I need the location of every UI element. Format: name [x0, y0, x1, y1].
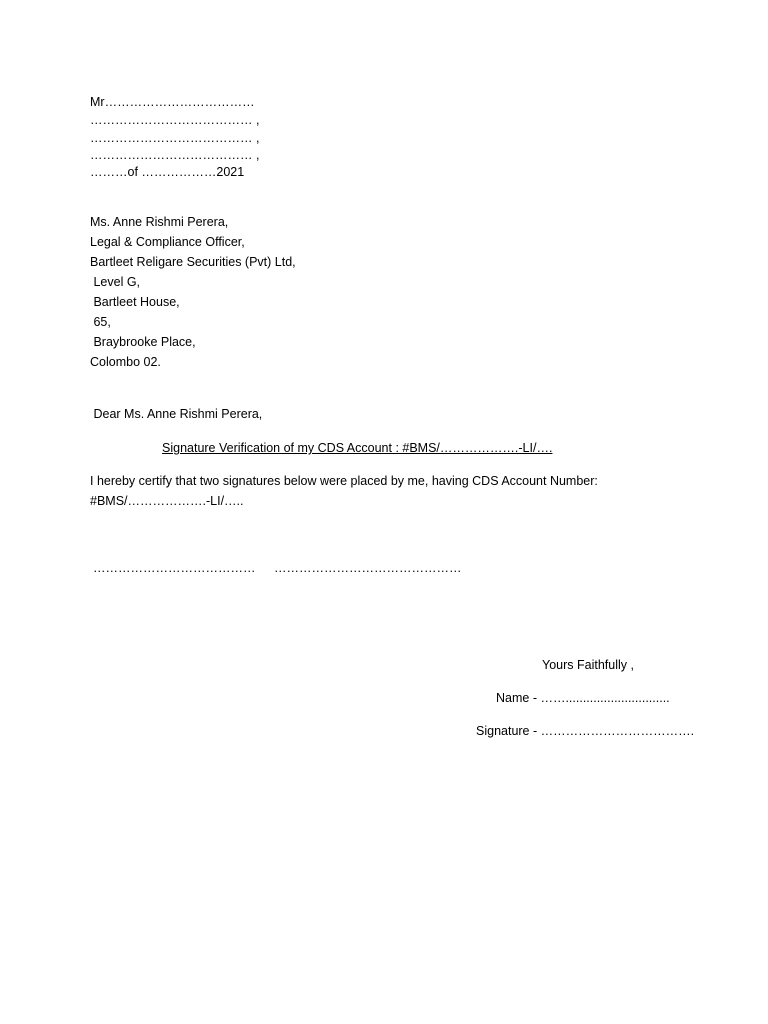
recipient-address-4: Braybrooke Place, — [90, 335, 196, 349]
recipient-address-1: Level G, — [90, 275, 141, 289]
body-line-1: I hereby certify that two signatures below were placed by me, having CDS Account Number: — [90, 474, 598, 488]
body-line-2: #BMS/……………….-LI/….. — [90, 494, 244, 508]
recipient-address-3: 65, — [90, 315, 111, 329]
recipient-company: Bartleet Religare Securities (Pvt) Ltd, — [90, 255, 296, 269]
signature-line-left: ………………………………… — [93, 561, 256, 575]
signature-line-right: ……………………………………… — [274, 561, 462, 575]
salutation: Dear Ms. Anne Rishmi Perera, — [90, 407, 263, 421]
sender-line-3: ………………………………… , — [90, 131, 260, 145]
sender-date: ………of ………………2021 — [90, 165, 245, 179]
recipient-city: Colombo 02. — [90, 355, 161, 369]
subject-line: Signature Verification of my CDS Account : #BMS/……………….-LI/…. — [162, 441, 553, 455]
closing-yours-faithfully: Yours Faithfully , — [542, 658, 634, 672]
recipient-name: Ms. Anne Rishmi Perera, — [90, 215, 229, 229]
closing-name: Name - …….............................. — [496, 691, 670, 705]
sender-line-2: ………………………………… , — [90, 113, 260, 127]
sender-line-1: Mr……………………………… — [90, 95, 255, 109]
sender-line-4: ………………………………… , — [90, 148, 260, 162]
closing-signature: Signature - ………………………………. — [476, 724, 695, 738]
recipient-title: Legal & Compliance Officer, — [90, 235, 245, 249]
recipient-address-2: Bartleet House, — [90, 295, 180, 309]
